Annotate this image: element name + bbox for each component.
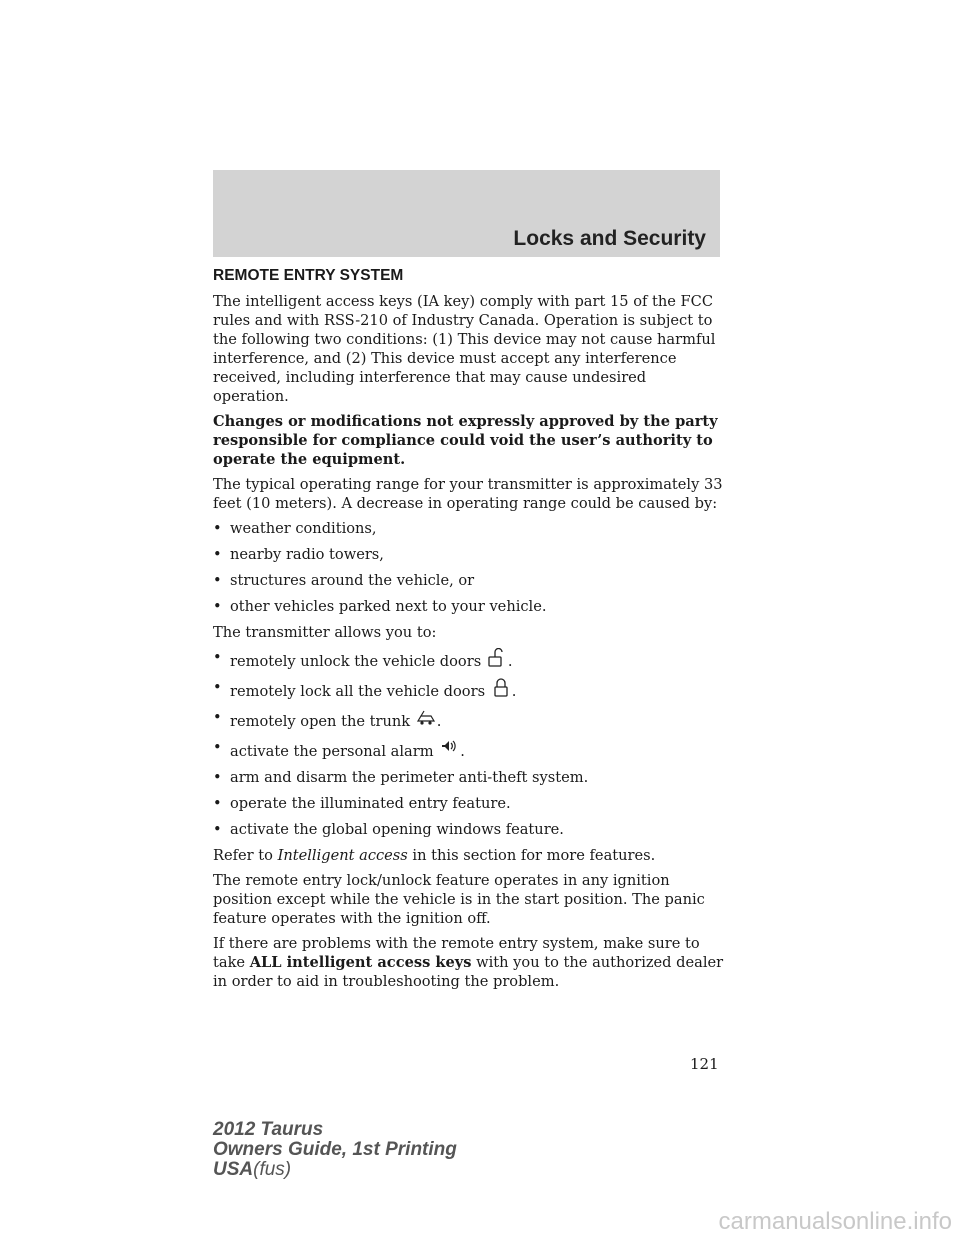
section-title: Locks and Security [513, 227, 706, 250]
lock-icon [490, 678, 512, 698]
list-item: • other vehicles parked next to your vehicle. [213, 598, 547, 615]
transmitter-features-list [213, 648, 725, 839]
trunk-icon [415, 708, 437, 728]
list-item: • nearby radio towers, [213, 546, 384, 563]
list-item: • weather conditions, [213, 520, 377, 537]
list-item: • activate the global opening windows feature. [213, 821, 564, 838]
ignition-paragraph: The remote entry lock/unlock feature operates in any ignition position except while the vehicle is in the start position. The panic feature operates with the ignition off. [213, 872, 705, 927]
section-heading: REMOTE ENTRY SYSTEM [213, 267, 404, 284]
fcc-paragraph: The intelligent access keys (IA key) comply with part 15 of the FCC rules and with RSS-210 of Industry Canada. Operation is subject to the following two conditions: (1) This device may not cause harmful interference, and (2) This device must accept any interference received, including interference that may cause undesired operation. [213, 293, 716, 405]
range-paragraph: The typical operating range for your transmitter is approximately 33 feet (10 meters). A decrease in operating range could be caused by: [213, 476, 723, 512]
list-item: • operate the illuminated entry feature. [213, 795, 511, 812]
range-factors-list [213, 519, 725, 616]
list-item: • arm and disarm the perimeter anti-theft system. [213, 769, 589, 786]
footer-edition: 2012 Taurus Owners Guide, 1st Printing USA(fus) [213, 1119, 457, 1180]
list-item: • activate the personal alarm . [213, 739, 465, 760]
watermark: carmanualsonline.info [718, 1208, 952, 1235]
list-item: • structures around the vehicle, or [213, 572, 475, 589]
list-item: • remotely open the trunk . [213, 709, 442, 730]
alarm-icon [438, 738, 460, 758]
troubleshooting-paragraph: If there are problems with the remote entry system, make sure to take ALL intelligent access keys with you to the authorized dealer in order to aid in troubleshooting the problem. [213, 935, 724, 990]
list-item: • remotely unlock the vehicle doors . [213, 649, 513, 670]
warning-paragraph: Changes or modifications not expressly approved by the party responsible for compliance could void the user’s authority to operate the equipment. [213, 413, 718, 468]
list-item: • remotely lock all the vehicle doors . [213, 679, 517, 700]
intelligent-access-reference: Intelligent access [277, 847, 408, 864]
unlock-icon [486, 648, 508, 668]
section-header-band [213, 170, 720, 257]
refer-paragraph: Refer to Intelligent access in this section for more features. [213, 847, 656, 864]
page-content [213, 266, 725, 997]
transmitter-intro: The transmitter allows you to: [213, 624, 437, 641]
page-number: 121 [690, 1055, 719, 1073]
